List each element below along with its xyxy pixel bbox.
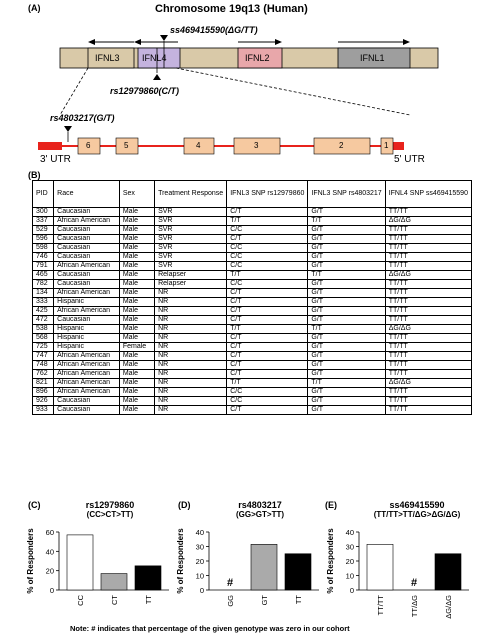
- table-cell: 596: [33, 235, 54, 244]
- table-cell: TT/TT: [385, 262, 471, 271]
- utr3-block: [38, 142, 62, 150]
- table-cell: NR: [155, 379, 227, 388]
- table-cell: TT/TT: [385, 253, 471, 262]
- table-cell: Hispanic: [54, 298, 120, 307]
- table-cell: G/T: [308, 253, 385, 262]
- y-tick-label: 20: [195, 557, 204, 566]
- exon-6-label: 6: [86, 141, 91, 150]
- table-cell: African American: [54, 379, 120, 388]
- table-cell: TT/TT: [385, 289, 471, 298]
- table-cell: C/C: [227, 397, 308, 406]
- table-row: [33, 253, 472, 262]
- table-row: [33, 334, 472, 343]
- table-cell: 926: [33, 397, 54, 406]
- table-cell: C/T: [227, 235, 308, 244]
- table-cell: SVR: [155, 217, 227, 226]
- table-cell: G/T: [308, 370, 385, 379]
- table-cell: C/C: [227, 262, 308, 271]
- bar: [101, 574, 127, 590]
- ifnl2-label: IFNL2: [245, 53, 270, 63]
- table-cell: Male: [119, 406, 154, 415]
- chart-c-title-text: rs12979860: [85, 500, 135, 510]
- y-tick-label: 30: [345, 542, 354, 552]
- chart-c: [25, 520, 175, 620]
- table-cell: Hispanic: [54, 343, 120, 352]
- chart-e: [325, 520, 490, 620]
- table-cell: SVR: [155, 235, 227, 244]
- table-cell: African American: [54, 307, 120, 316]
- bar: [67, 535, 93, 590]
- table-cell: Male: [119, 244, 154, 253]
- footnote: Note: # indicates that percentage of the given genotype was zero in our cohort: [70, 624, 350, 633]
- table-header-cell: PID: [33, 181, 54, 208]
- utr5-block: [392, 142, 404, 150]
- table-row: [33, 307, 472, 316]
- table-cell: G/T: [308, 226, 385, 235]
- table-cell: NR: [155, 388, 227, 397]
- table-cell: SVR: [155, 253, 227, 262]
- table-cell: TT/TT: [385, 226, 471, 235]
- table-cell: 472: [33, 316, 54, 325]
- y-tick-label: 30: [195, 542, 204, 552]
- table-header-cell: IFNL3 SNP rs4803217: [308, 181, 385, 208]
- table-row: [33, 361, 472, 370]
- table-cell: 791: [33, 262, 54, 271]
- chart-d-title-text: rs4803217: [238, 500, 282, 510]
- table-cell: G/T: [308, 244, 385, 253]
- x-tick-label: TT: [294, 595, 303, 605]
- utr3-label: 3' UTR: [40, 154, 71, 165]
- y-tick-label: 10: [195, 571, 204, 581]
- table-cell: T/T: [227, 325, 308, 334]
- table-cell: G/T: [308, 334, 385, 343]
- table-header-cell: Treatment Response: [155, 181, 227, 208]
- table-cell: G/T: [308, 235, 385, 244]
- table-cell: TT/TT: [385, 406, 471, 415]
- zoom-line-left: [60, 68, 88, 115]
- table-row: [33, 316, 472, 325]
- table-cell: T/T: [227, 217, 308, 226]
- table-cell: Caucasian: [54, 235, 120, 244]
- table-row: [33, 388, 472, 397]
- table-cell: Male: [119, 208, 154, 217]
- table-cell: C/C: [227, 388, 308, 397]
- table-cell: Caucasian: [54, 253, 120, 262]
- table-cell: Male: [119, 217, 154, 226]
- table-cell: Caucasian: [54, 271, 120, 280]
- table-cell: NR: [155, 361, 227, 370]
- table-cell: C/T: [227, 208, 308, 217]
- y-axis-label: % of Responders: [176, 528, 185, 594]
- rs12979860-label: rs12979860(C/T): [110, 86, 180, 96]
- table-cell: NR: [155, 352, 227, 361]
- table-cell: TT/TT: [385, 244, 471, 253]
- table-row: [33, 325, 472, 334]
- y-tick-label: 60: [45, 528, 54, 537]
- table-row: [33, 235, 472, 244]
- table-cell: NR: [155, 370, 227, 379]
- table-cell: Male: [119, 352, 154, 361]
- table-cell: ΔG/ΔG: [385, 217, 471, 226]
- table-cell: C/T: [227, 343, 308, 352]
- table-row: [33, 379, 472, 388]
- bar: [435, 554, 461, 590]
- panel-c-label: (C): [28, 500, 41, 510]
- table-row: [33, 370, 472, 379]
- table-cell: 337: [33, 217, 54, 226]
- table-cell: NR: [155, 289, 227, 298]
- table-cell: G/T: [308, 343, 385, 352]
- table-cell: NR: [155, 406, 227, 415]
- table-cell: C/T: [227, 307, 308, 316]
- table-cell: ΔG/ΔG: [385, 379, 471, 388]
- table-cell: 821: [33, 379, 54, 388]
- y-axis-label: % of Responders: [326, 528, 335, 594]
- table-cell: NR: [155, 343, 227, 352]
- table-row: [33, 343, 472, 352]
- chart-c-subtitle: (CC>CT>TT): [86, 510, 134, 519]
- x-tick-label: GG: [226, 595, 235, 607]
- table-cell: C/T: [227, 316, 308, 325]
- table-cell: G/T: [308, 388, 385, 397]
- table-cell: Male: [119, 370, 154, 379]
- table-cell: ΔG/ΔG: [385, 271, 471, 280]
- exon-1-label: 1: [384, 141, 389, 150]
- table-cell: G/T: [308, 289, 385, 298]
- table-cell: Male: [119, 235, 154, 244]
- table-cell: Male: [119, 361, 154, 370]
- table-cell: NR: [155, 334, 227, 343]
- table-cell: Male: [119, 289, 154, 298]
- table-cell: Male: [119, 253, 154, 262]
- ss469415590-marker: [160, 35, 168, 41]
- table-cell: Hispanic: [54, 334, 120, 343]
- table-cell: G/T: [308, 397, 385, 406]
- table-row: [33, 280, 472, 289]
- table-cell: 465: [33, 271, 54, 280]
- rs12979860-marker: [153, 74, 161, 80]
- genotype-table: [32, 180, 472, 415]
- table-header-row: [33, 181, 472, 208]
- table-cell: 568: [33, 334, 54, 343]
- table-row: [33, 352, 472, 361]
- table-cell: T/T: [227, 379, 308, 388]
- table-cell: G/T: [308, 316, 385, 325]
- table-row: [33, 271, 472, 280]
- table-cell: Relapser: [155, 280, 227, 289]
- table-cell: T/T: [308, 379, 385, 388]
- table-cell: Caucasian: [54, 316, 120, 325]
- table-cell: Male: [119, 316, 154, 325]
- table-cell: 134: [33, 289, 54, 298]
- y-axis-label: % of Responders: [26, 528, 35, 594]
- table-cell: NR: [155, 316, 227, 325]
- table-cell: Caucasian: [54, 406, 120, 415]
- table-cell: G/T: [308, 298, 385, 307]
- table-cell: TT/TT: [385, 397, 471, 406]
- exon-2-label: 2: [339, 141, 344, 150]
- table-cell: Caucasian: [54, 208, 120, 217]
- table-cell: G/T: [308, 352, 385, 361]
- table-cell: C/T: [227, 352, 308, 361]
- table-cell: C/T: [227, 406, 308, 415]
- table-row: [33, 262, 472, 271]
- table-cell: SVR: [155, 262, 227, 271]
- x-tick-label: GT: [260, 595, 269, 606]
- table-cell: African American: [54, 370, 120, 379]
- exon-5-label: 5: [124, 141, 129, 150]
- table-cell: Male: [119, 298, 154, 307]
- table-cell: 538: [33, 325, 54, 334]
- table-cell: NR: [155, 298, 227, 307]
- ss469415590-label: ss469415590(ΔG/TT): [170, 25, 258, 35]
- table-cell: Male: [119, 271, 154, 280]
- table-cell: 782: [33, 280, 54, 289]
- table-cell: 725: [33, 343, 54, 352]
- table-cell: 748: [33, 361, 54, 370]
- y-tick-label: 0: [349, 586, 354, 595]
- table-cell: G/T: [308, 361, 385, 370]
- table-cell: Male: [119, 397, 154, 406]
- table-cell: G/T: [308, 208, 385, 217]
- table-cell: C/T: [227, 289, 308, 298]
- ifnl3-label: IFNL3: [95, 53, 120, 63]
- y-tick-label: 40: [195, 528, 204, 537]
- table-cell: Male: [119, 379, 154, 388]
- table-cell: TT/TT: [385, 361, 471, 370]
- table-cell: ΔG/ΔG: [385, 325, 471, 334]
- table-cell: TT/TT: [385, 307, 471, 316]
- rs4803217-label: rs4803217(G/T): [50, 113, 115, 123]
- table-row: [33, 208, 472, 217]
- table-cell: Male: [119, 307, 154, 316]
- table-cell: G/T: [308, 307, 385, 316]
- exon-4-label: 4: [196, 141, 201, 150]
- table-cell: Caucasian: [54, 244, 120, 253]
- table-cell: 529: [33, 226, 54, 235]
- table-cell: NR: [155, 325, 227, 334]
- table-cell: Relapser: [155, 271, 227, 280]
- table-row: [33, 244, 472, 253]
- table-cell: 746: [33, 253, 54, 262]
- table-cell: African American: [54, 289, 120, 298]
- table-cell: G/T: [308, 262, 385, 271]
- table-cell: C/C: [227, 280, 308, 289]
- table-cell: African American: [54, 352, 120, 361]
- table-cell: SVR: [155, 208, 227, 217]
- chart-e-title: [352, 500, 482, 519]
- panel-e-label: (E): [325, 500, 337, 510]
- table-cell: TT/TT: [385, 316, 471, 325]
- chart-e-title-text: ss469415590: [389, 500, 445, 510]
- bar: [285, 554, 311, 590]
- bar: [135, 566, 161, 590]
- table-cell: Male: [119, 388, 154, 397]
- x-tick-label: TT/ΔG: [410, 595, 419, 618]
- table-cell: SVR: [155, 244, 227, 253]
- table-row: [33, 397, 472, 406]
- table-cell: Caucasian: [54, 397, 120, 406]
- table-body: [33, 208, 472, 415]
- panel-d-label: (D): [178, 500, 191, 510]
- table-row: [33, 406, 472, 415]
- x-tick-label: TT: [144, 595, 153, 605]
- table-header-cell: IFNL4 SNP ss469415590: [385, 181, 471, 208]
- table-cell: TT/TT: [385, 388, 471, 397]
- panel-a-label: (A): [28, 3, 41, 13]
- chromosome-title: Chromosome 19q13 (Human): [155, 3, 308, 15]
- x-tick-label: ΔG/ΔG: [444, 595, 453, 619]
- table-cell: African American: [54, 361, 120, 370]
- table-cell: African American: [54, 262, 120, 271]
- chart-d-title: [205, 500, 315, 519]
- table-row: [33, 289, 472, 298]
- table-row: [33, 298, 472, 307]
- ifnl1-label: IFNL1: [360, 53, 385, 63]
- chart-c-title: [55, 500, 165, 519]
- table-cell: African American: [54, 388, 120, 397]
- table-cell: TT/TT: [385, 235, 471, 244]
- x-tick-label: TT/TT: [376, 595, 385, 616]
- table-cell: 300: [33, 208, 54, 217]
- table-cell: NR: [155, 307, 227, 316]
- table-cell: 933: [33, 406, 54, 415]
- table-cell: 762: [33, 370, 54, 379]
- chart-d: [175, 520, 325, 620]
- exon-3-label: 3: [254, 141, 259, 150]
- table-row: [33, 226, 472, 235]
- table-cell: TT/TT: [385, 370, 471, 379]
- table-cell: TT/TT: [385, 280, 471, 289]
- table-cell: Male: [119, 334, 154, 343]
- table-row: [33, 217, 472, 226]
- table-cell: C/C: [227, 253, 308, 262]
- table-cell: T/T: [308, 271, 385, 280]
- bar: [367, 544, 393, 590]
- x-tick-label: CC: [76, 595, 85, 606]
- table-header-cell: Race: [54, 181, 120, 208]
- table-cell: T/T: [308, 325, 385, 334]
- table-cell: 747: [33, 352, 54, 361]
- table-cell: C/C: [227, 226, 308, 235]
- y-tick-label: 0: [49, 586, 54, 595]
- table-cell: C/T: [227, 361, 308, 370]
- table-header-cell: IFNL3 SNP rs12979860: [227, 181, 308, 208]
- zero-marker: #: [410, 577, 418, 589]
- bar: [251, 544, 277, 590]
- table-cell: G/T: [308, 280, 385, 289]
- panel-b-label: (B): [28, 170, 41, 180]
- table-cell: TT/TT: [385, 208, 471, 217]
- table-cell: 598: [33, 244, 54, 253]
- table-cell: G/T: [308, 406, 385, 415]
- table-cell: 425: [33, 307, 54, 316]
- table-cell: Female: [119, 343, 154, 352]
- table-cell: SVR: [155, 226, 227, 235]
- table-cell: Caucasian: [54, 280, 120, 289]
- table-cell: 333: [33, 298, 54, 307]
- ifnl4-label: IFNL4: [142, 53, 167, 63]
- chart-e-subtitle: (TT/TT>TT/ΔG>ΔG/ΔG): [373, 510, 461, 519]
- table-cell: Male: [119, 262, 154, 271]
- chart-d-subtitle: (GG>GT>TT): [236, 510, 284, 519]
- table-cell: Male: [119, 226, 154, 235]
- table-cell: NR: [155, 397, 227, 406]
- table-cell: Caucasian: [54, 226, 120, 235]
- table-cell: TT/TT: [385, 343, 471, 352]
- rs4803217-marker: [64, 126, 72, 132]
- table-cell: 896: [33, 388, 54, 397]
- table-cell: T/T: [227, 271, 308, 280]
- table-cell: T/T: [308, 217, 385, 226]
- y-tick-label: 40: [45, 547, 54, 557]
- y-tick-label: 20: [45, 566, 54, 576]
- y-tick-label: 0: [199, 586, 204, 595]
- zero-marker: #: [226, 577, 234, 589]
- table-cell: C/C: [227, 244, 308, 253]
- table-cell: Hispanic: [54, 325, 120, 334]
- table-header-cell: Sex: [119, 181, 154, 208]
- utr5-label: 5' UTR: [394, 154, 425, 165]
- table-cell: Male: [119, 325, 154, 334]
- table-cell: TT/TT: [385, 334, 471, 343]
- zoom-line-right: [176, 68, 410, 115]
- table-cell: C/T: [227, 370, 308, 379]
- table-cell: African American: [54, 217, 120, 226]
- y-tick-label: 40: [345, 528, 354, 537]
- table-cell: TT/TT: [385, 298, 471, 307]
- table-cell: C/T: [227, 298, 308, 307]
- table-cell: Male: [119, 280, 154, 289]
- y-tick-label: 20: [345, 557, 354, 566]
- x-tick-label: CT: [110, 595, 119, 605]
- table-cell: TT/TT: [385, 352, 471, 361]
- table-cell: C/T: [227, 334, 308, 343]
- y-tick-label: 10: [345, 571, 354, 581]
